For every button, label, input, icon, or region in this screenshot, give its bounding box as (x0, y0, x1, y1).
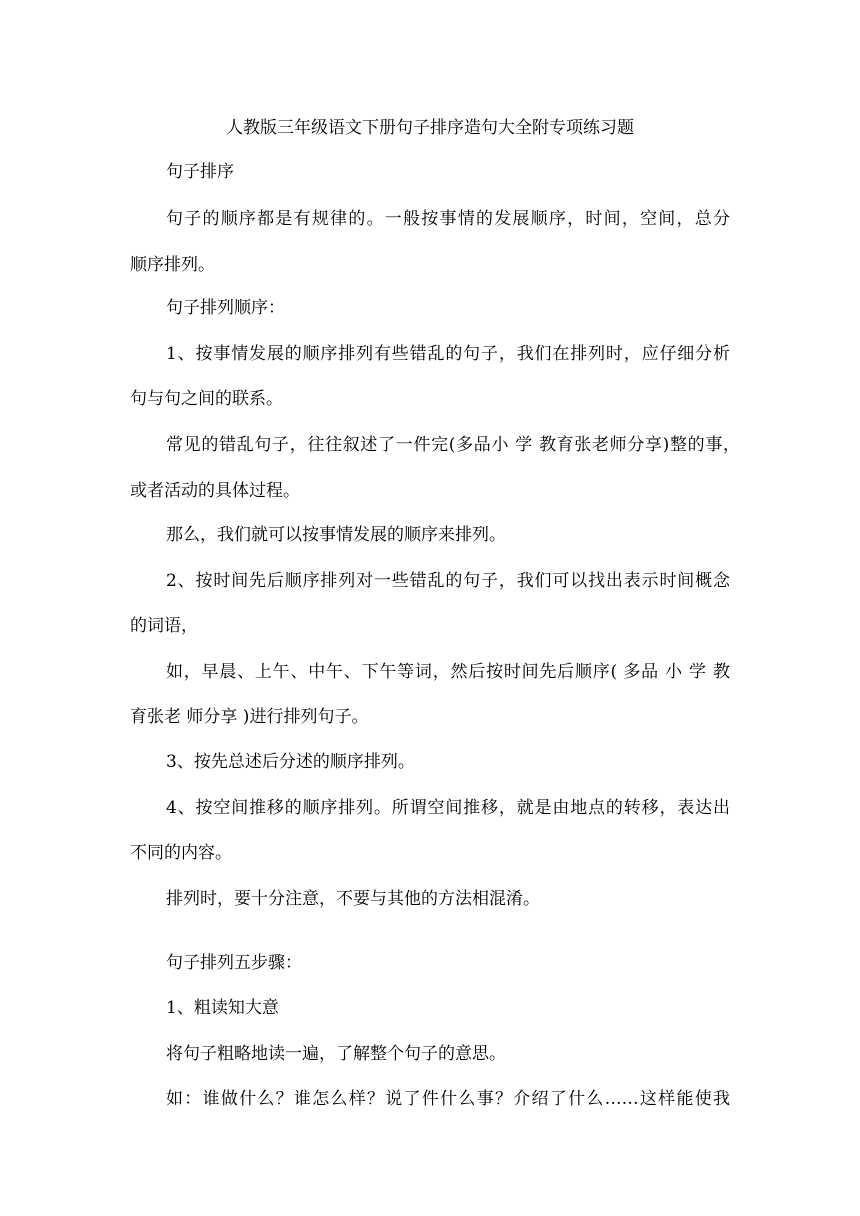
paragraph-line: 4、按空间推移的顺序排列。所谓空间推移，就是由地点的转移，表达出 (166, 798, 730, 818)
paragraph-line: 3、按先总述后分述的顺序排列。 (166, 752, 415, 772)
subheading-five-steps: 句子排列五步骤： (166, 953, 302, 973)
paragraph-line: 1、按事情发展的顺序排列有些错乱的句子，我们在排列时，应仔细分析 (166, 344, 730, 364)
paragraph-line: 那么，我们就可以按事情发展的顺序来排列。 (166, 525, 506, 545)
paragraph-line: 不同的内容。 (130, 843, 232, 863)
paragraph-line: 排列时，要十分注意，不要与其他的方法相混淆。 (166, 889, 540, 909)
paragraph-line: 或者活动的具体过程。 (130, 481, 300, 501)
step-heading: 1、粗读知大意 (166, 998, 279, 1018)
subheading-ordering-methods: 句子排列顺序： (166, 298, 285, 318)
paragraph-line: 句与句之间的联系。 (130, 389, 283, 409)
paragraph-line: 将句子粗略地读一遍，了解整个句子的意思。 (166, 1044, 506, 1064)
paragraph-line: 顺序排列。 (130, 255, 215, 275)
paragraph-line: 常见的错乱句子，往往叙述了一件完(多品小 学 教育张老师分享)整的事， (166, 435, 740, 455)
heading-sentence-ordering: 句子排序 (166, 162, 234, 182)
document-title: 人教版三年级语文下册句子排序造句大全附专项练习题 (226, 118, 634, 138)
paragraph-line: 的词语， (130, 616, 198, 636)
paragraph-line: 2、按时间先后顺序排列对一些错乱的句子，我们可以找出表示时间概念 (166, 571, 730, 591)
paragraph-line: 句子的顺序都是有规律的。一般按事情的发展顺序，时间，空间，总分 (166, 209, 730, 229)
paragraph-line: 如，早晨、上午、中午、下午等词，然后按时间先后顺序( 多品 小 学 教 (166, 662, 730, 682)
paragraph-line: 育张老 师分享 )进行排列句子。 (130, 707, 369, 727)
paragraph-line: 如：谁做什么？谁怎么样？说了件什么事？介绍了什么……这样能使我 (166, 1089, 730, 1109)
